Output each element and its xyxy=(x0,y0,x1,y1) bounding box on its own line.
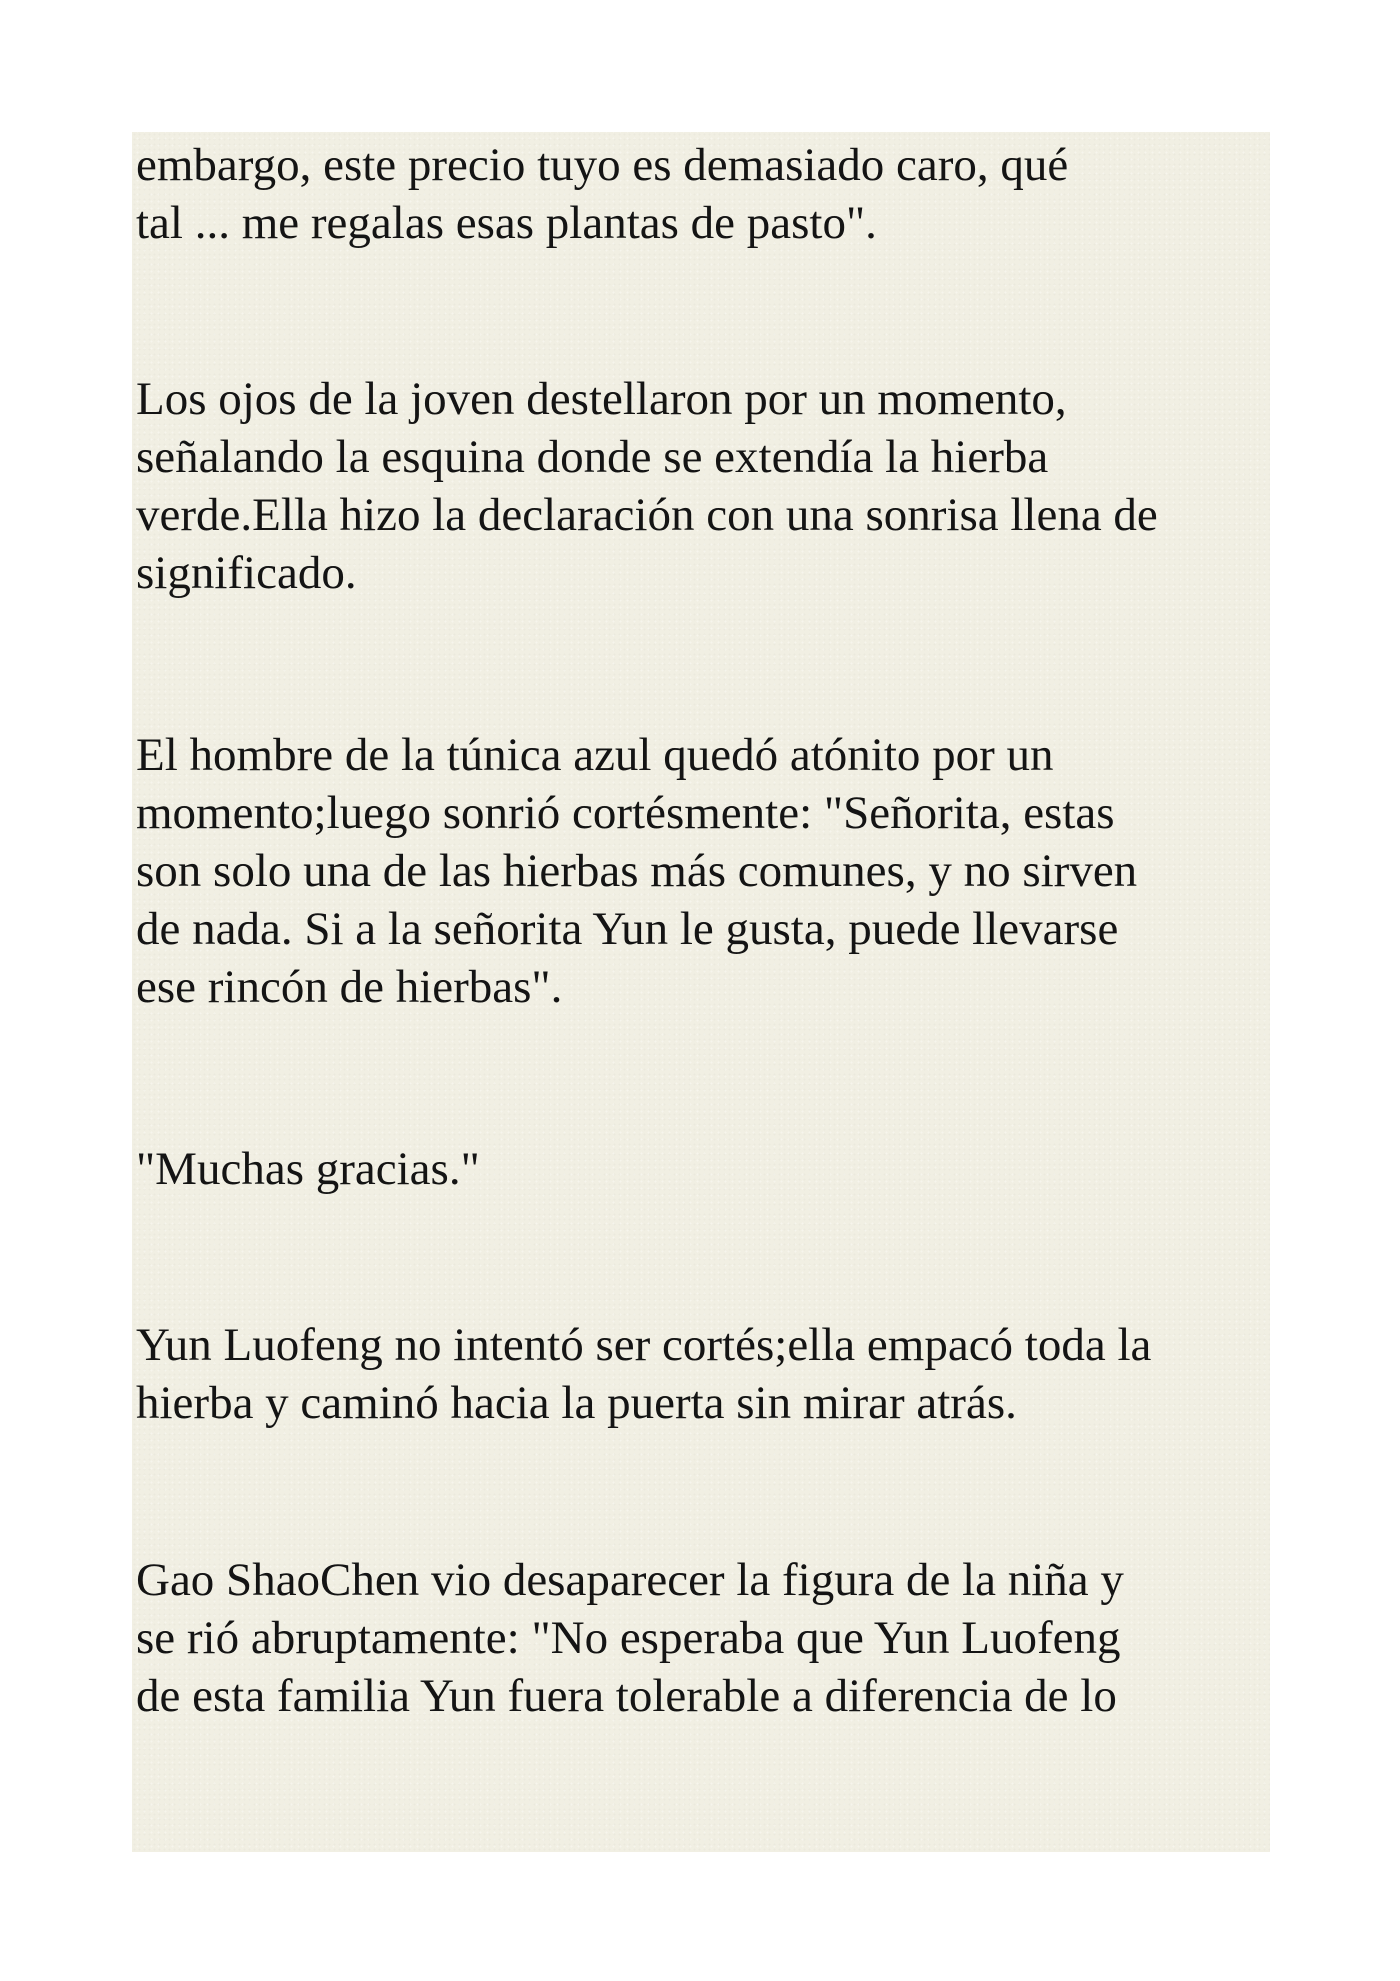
text-line: de esta familia Yun fuera tolerable a diferencia de lo xyxy=(136,1670,1117,1722)
text-line: momento;luego sonrió cortésmente: "Señorita, estas xyxy=(136,787,1115,839)
text-line: se rió abruptamente: "No esperaba que Yun Luofeng xyxy=(136,1612,1121,1664)
text-line: tal ... me regalas esas plantas de pasto". xyxy=(136,197,877,249)
paragraph-1 xyxy=(136,136,1068,252)
text-line: Los ojos de la joven destellaron por un momento, xyxy=(136,373,1067,425)
text-line: hierba y caminó hacia la puerta sin mirar atrás. xyxy=(136,1377,1017,1429)
text-line: ese rincón de hierbas". xyxy=(136,961,563,1013)
text-line: significado. xyxy=(136,547,357,599)
paragraph-2 xyxy=(136,370,1158,602)
text-line: de nada. Si a la señorita Yun le gusta, puede llevarse xyxy=(136,903,1119,955)
text-line: El hombre de la túnica azul quedó atónito por un xyxy=(136,729,1054,781)
paragraph-6 xyxy=(136,1551,1124,1725)
text-line: señalando la esquina donde se extendía la hierba xyxy=(136,431,1049,483)
text-line: "Muchas gracias." xyxy=(136,1143,480,1195)
text-line: Gao ShaoChen vio desaparecer la figura de la niña y xyxy=(136,1554,1124,1606)
text-line: verde.Ella hizo la declaración con una sonrisa llena de xyxy=(136,489,1158,541)
text-line: embargo, este precio tuyo es demasiado caro, qué xyxy=(136,139,1069,191)
paragraph-5 xyxy=(136,1316,1151,1432)
text-line: Yun Luofeng no intentó ser cortés;ella empacó toda la xyxy=(136,1319,1152,1371)
paragraph-4 xyxy=(136,1140,480,1198)
paragraph-3 xyxy=(136,726,1137,1016)
text-line: son solo una de las hierbas más comunes, y no sirven xyxy=(136,845,1138,897)
